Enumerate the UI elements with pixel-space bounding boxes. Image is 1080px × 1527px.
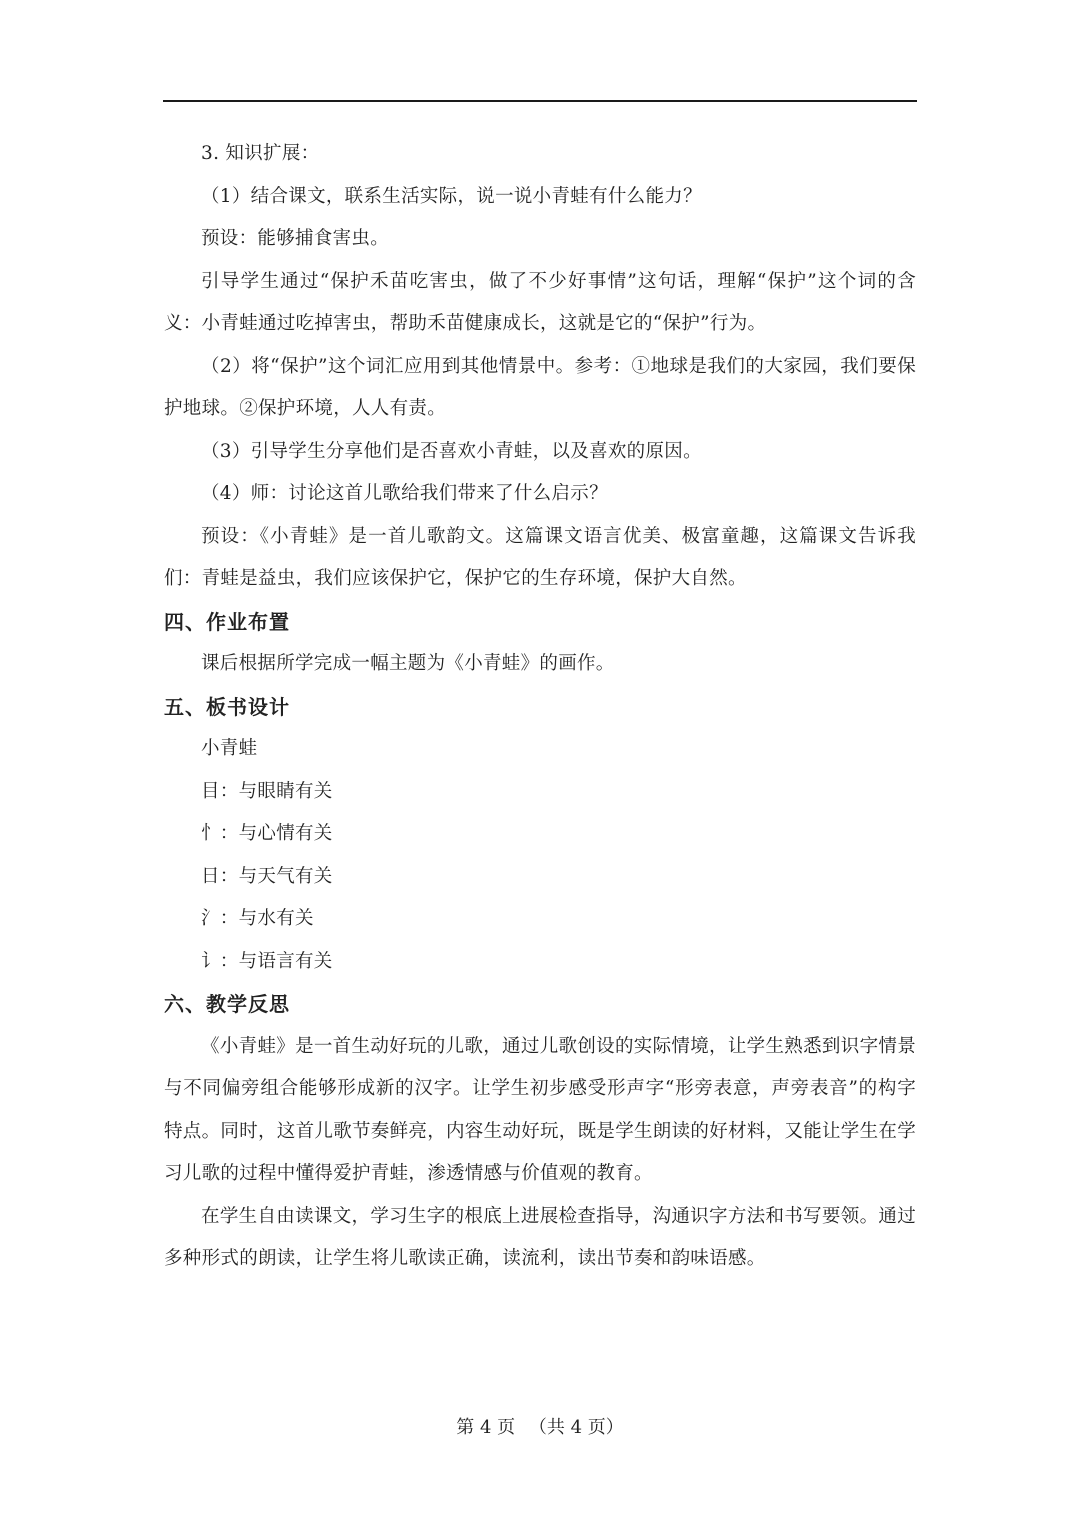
page-footer [0, 1413, 1080, 1443]
board-item: 日：与天气有关 [201, 865, 333, 887]
question-2: （2）将“保护”这个词汇应用到其他情景中。参考：①地球是我们的大家园，我们要保护地球。②保护环境，人人有责。 [164, 355, 916, 419]
question-1-guide: 引导学生通过“保护禾苗吃害虫，做了不少好事情”这句话，理解“保护”这个词的含义：小青蛙通过吃掉害虫，帮助禾苗健康成长，这就是它的“保护”行为。 [164, 270, 916, 334]
page-total: （共 4 页） [528, 1417, 624, 1438]
board-item: 讠：与语言有关 [201, 950, 333, 972]
reflection-paragraph-1: 《小青蛙》是一首生动好玩的儿歌，通过儿歌创设的实际情境，让学生熟悉到识字情景与不同偏旁组合能够形成新的汉字。让学生初步感受形声字“形旁表意，声旁表音”的构字特点。同时，这首儿歌节奏鲜亮，内容生动好玩，既是学生朗读的好材料，又能让学生在学习儿歌的过程中懂得爱护青蛙，渗透情感与价值观的教育。 [164, 1035, 917, 1184]
reflection-heading: 六、教学反思 [164, 992, 290, 1016]
homework-heading: 四、作业布置 [164, 609, 290, 634]
question-1-answer: 预设：能够捕食害虫。 [201, 228, 390, 249]
question-4-answer: 预设：《小青蛙》是一首儿歌韵文。这篇课文语言优美、极富童趣，这篇课文告诉我们：青蛙是益虫，我们应该保护它，保护它的生存环境，保护大自然。 [164, 525, 916, 589]
homework-text: 课后根据所学完成一幅主题为《小青蛙》的画作。 [201, 653, 615, 674]
header-rule [163, 100, 917, 102]
board-item: 氵：与水有关 [201, 908, 314, 929]
board-item: 忄：与心情有关 [201, 823, 333, 844]
document-body [164, 133, 916, 1281]
section-3-title: 3. 知识扩展： [201, 143, 320, 164]
board-heading: 五、板书设计 [164, 694, 290, 719]
reflection-paragraph-2: 在学生自由读课文，学习生字的根底上进展检查指导，沟通识字方法和书写要领。通过多种形式的朗读，让学生将儿歌读正确，读流利，读出节奏和韵味语感。 [164, 1205, 916, 1269]
board-item: 目：与眼睛有关 [201, 780, 333, 802]
board-title: 小青蛙 [201, 738, 258, 759]
question-1: （1）结合课文，联系生活实际，说一说小青蛙有什么能力？ [201, 185, 702, 207]
question-4: （4）师：讨论这首儿歌给我们带来了什么启示？ [201, 483, 608, 504]
question-3: （3）引导学生分享他们是否喜欢小青蛙，以及喜欢的原因。 [201, 440, 702, 462]
page-number: 第 4 页 [456, 1417, 516, 1438]
